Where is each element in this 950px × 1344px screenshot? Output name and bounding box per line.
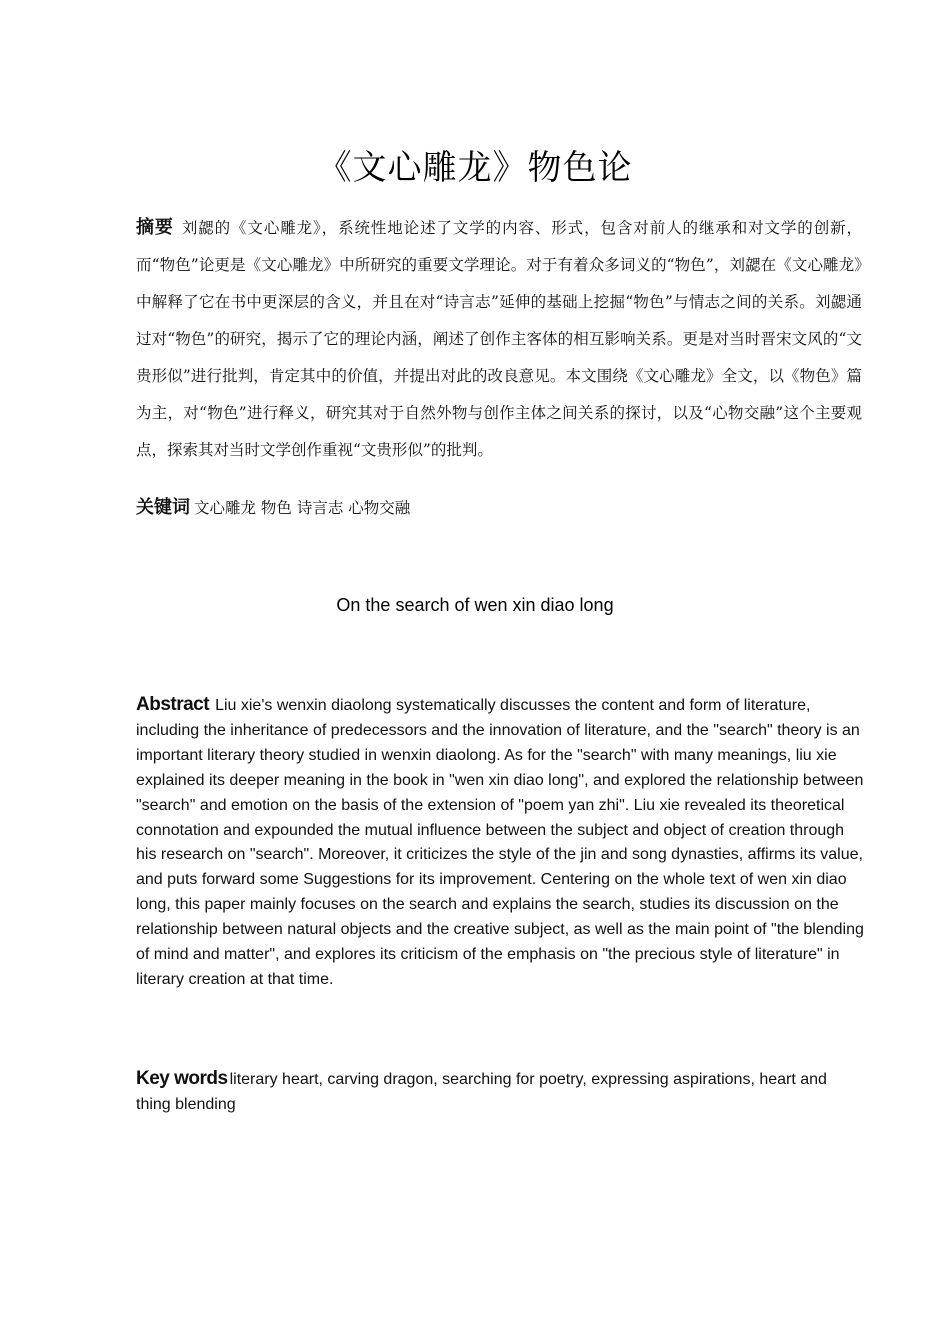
english-keywords — [136, 1067, 866, 1118]
english-abstract-text: Liu xie's wenxin diaolong systematically discusses the content and form of literature, including the inheritance of predecessors and the innovation of literature, and the "search" theory is an important literary theory studied in wenxin diaolong. As for the "search" with many meanings, liu xie explained its deeper meaning in the book in "wen xin diao long", and explored the relationship between "search" and emotion on the basis of the extension of "poem yan zhi". Liu xie revealed its theoretical connotation and expounded the mutual influence between the subject and object of creation through his research on "search". Moreover, it criticizes the style of the jin and song dynasties, affirms its value, and puts forward some Suggestions for its improvement. Centering on the whole text of wen xin diao long, this paper mainly focuses on the search and explains the search, studies its discussion on the relationship between natural objects and the creative subject, as well as the main point of "the blending of mind and matter", and explores its criticism of the emphasis on "the precious style of literature" in literary creation at that time. — [136, 697, 864, 988]
english-title: On the search of wen xin diao long — [336, 595, 614, 615]
chinese-keywords-label: 关键词 — [136, 497, 190, 518]
english-keywords-text: literary heart, carving dragon, searching for poetry, expressing aspirations, heart and thing blending — [136, 1071, 827, 1113]
chinese-title: 《文心雕龙》物色论 — [317, 148, 633, 188]
chinese-keywords — [136, 494, 862, 522]
english-abstract — [136, 693, 866, 993]
chinese-abstract — [136, 209, 862, 469]
english-abstract-label: Abstract — [136, 694, 210, 715]
english-keywords-label: Key words — [136, 1068, 228, 1089]
chinese-keywords-text: 文心雕龙 物色 诗言志 心物交融 — [194, 499, 411, 517]
chinese-abstract-label: 摘要 — [136, 217, 174, 238]
chinese-abstract-text: 刘勰的《文心雕龙》，系统性地论述了文学的内容、形式，包含对前人的继承和对文学的创新，而“物色”论更是《文心雕龙》中所研究的重要文学理论。对于有着众多词义的“物色”，刘勰在《文心雕龙》中解释了它在书中更深层的含义，并且在对“诗言志”延伸的基础上挖掘“物色”与情志之间的关系。刘勰通过对“物色”的研究，揭示了它的理论内涵，阐述了创作主客体的相互影响关系。更是对当时晋宋文风的“文贵形似”进行批判，肯定其中的价值，并提出对此的改良意见。本文围绕《文心雕龙》全文，以《物色》篇为主，对“物色”进行释义，研究其对于自然外物与创作主体之间关系的探讨，以及“心物交融”这个主要观点，探索其对当时文学创作重视“文贵形似”的批判。 — [136, 219, 862, 459]
